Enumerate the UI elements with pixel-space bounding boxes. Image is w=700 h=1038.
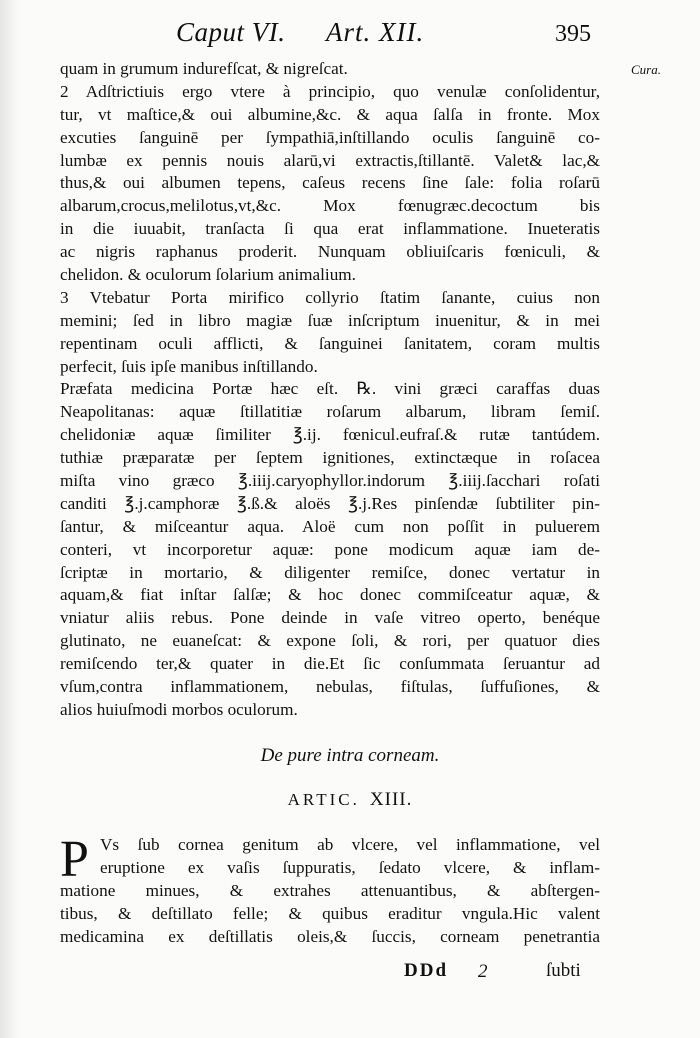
text-line: aquam,& fiat inſtar ſalſæ; & hoc donec commiſceatur aquæ, & [60, 585, 600, 605]
text-line: Neapolitanas: aquæ ſtillatitiæ roſarum albarum, libram ſemiſ. [60, 402, 600, 422]
text-line: memini; ſed in libro magiæ ſuæ inſcriptum inuenitur, & in mei [60, 310, 600, 330]
section-paragraph [60, 831, 600, 948]
section-title: De pure intra corneam. [260, 745, 440, 766]
text-line: vniatur aliis rebus. Pone deinde in vaſe vitreo operto, benéque [60, 608, 600, 628]
text-line: medicamina ex deſtillatis oleis,& ſuccis, corneam penetrantia [60, 926, 600, 946]
text-line: matione minues, & extrahes attenuantibus, & abſtergen- [60, 880, 600, 900]
signature-mark: DDd [404, 960, 449, 981]
text-line: glutinato, ne euaneſcat: & expone ſoli, & rori, per quatuor dies [60, 631, 600, 651]
text-line: albarum,crocus,melilotus,vt,&c. Mox fœnugræc.decoctum bis [60, 196, 600, 216]
page-footer-catchwords [400, 960, 600, 986]
catchword: ſubti [546, 960, 581, 981]
text-line: chelidoniæ aquæ ſimiliter ℥.ij. fœnicul.eufraſ.& rutæ tantúdem. [60, 425, 600, 445]
text-line: eruptione ex vaſis ſuppuratis, ſedato vlcere, & inflam- [100, 857, 600, 877]
text-line: thus,& oui albumen tepens, caſeus recens ſine ſale: folia roſarū [60, 173, 600, 193]
text-line: chelidon. & oculorum ſolarium animalium. [60, 265, 356, 285]
text-line: conteri, vt incorporetur aquæ: pone modicum aquæ iam de- [60, 539, 600, 559]
text-line: canditi ℥.j.camphoræ ℥.ß.& aloës ℥.j.Res pinſendæ ſubtiliter pin- [60, 493, 600, 513]
text-line: alios huiuſmodi morbos oculorum. [60, 699, 298, 719]
text-line: lumbæ ex pennis nouis alarū,vi extractis,ſtillantē. Valet& lac,& [60, 150, 600, 170]
text-line: Præfata medicina Portæ hæc eſt. ℞. vini græci caraffas duas [60, 379, 600, 399]
main-paragraphs [60, 58, 600, 722]
running-header [150, 14, 610, 50]
page-number: 395 [555, 21, 591, 47]
text-line: Vs ſub cornea genitum ab vlcere, vel inflammatione, vel [100, 835, 600, 854]
text-line: repentinam oculi afflicti, & ſanguinei ſanitatem, coram multis [60, 333, 600, 353]
article-label: ARTIC. [287, 790, 360, 809]
text-line: in die iuuabit, tranſacta ſi qua erat inflammatione. Inueteratis [60, 219, 600, 239]
text-line: miſta vino græco ℥.iiij.caryophyllor.indorum ℥.iiij.ſacchari roſati [60, 471, 600, 491]
text-line: ac nigris raphanus proderit. Nunquam obliuiſcaris fœniculi, & [60, 242, 600, 262]
text-line: 2 Adſtrictiuis ergo vtere à principio, quo venulæ conſolidentur, [60, 81, 600, 101]
text-line: 3 Vtebatur Porta mirifico collyrio ſtatim ſanante, cuius non [60, 287, 600, 307]
header-chapter: Caput VI. [176, 17, 286, 47]
marginal-note: Cura. [631, 62, 661, 77]
header-article: Art. XII. [326, 17, 425, 47]
drop-capital: P [60, 831, 89, 888]
text-line: quam in grumum indurefſcat, & nigreſcat. [60, 59, 348, 78]
text-line: tibus, & deſtillato felle; & quibus eraditur vngula.Hic valent [60, 903, 600, 923]
article-number: XIII. [369, 789, 413, 810]
text-line: tur, vt maſtice,& oui albumine,&c. & aqua ſalſa in fronte. Mox [60, 104, 600, 124]
page-edge-shadow [0, 0, 22, 1038]
signature-number: 2 [478, 961, 488, 982]
text-line: vſum,contra inflammationem, nebulas, fiſtulas, ſuffuſiones, & [60, 677, 600, 697]
text-line: ſcriptæ in mortario, & diligenter remiſce, donec vertatur in [60, 562, 600, 582]
article-heading [0, 789, 700, 811]
text-line: excuties ſanguinē per ſympathiā,inſtillando oculis ſanguinē co- [60, 127, 600, 147]
text-line: tuthiæ præparatæ per ſeptem ignitiones, extinctæque in roſacea [60, 448, 600, 468]
text-line: ſantur, & miſceantur aqua. Aloë cum non poſſit in puluerem [60, 516, 600, 536]
text-line: perfecit, ſuis ipſe manibus inſtillando. [60, 356, 318, 376]
text-line: remiſcendo ter,& quater in die.Et ſic conſummata ſeruantur ad [60, 654, 600, 674]
